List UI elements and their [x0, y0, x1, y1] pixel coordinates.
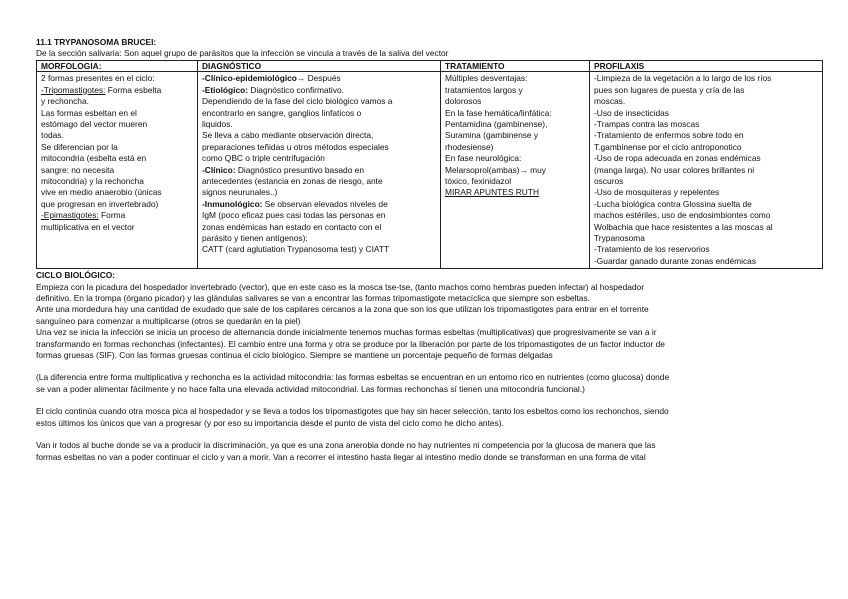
text-line: se van a poder alimentar fácilmente y no hace falta una elevada actividad mitocondrial. Las formas rechonchas sí tienen una mitocondria funcional.): [36, 383, 585, 394]
text-line: Múltiples desventajas:: [445, 73, 528, 84]
text-line: Dependiendo de la fase del ciclo biológico vamos a: [202, 96, 393, 107]
text-line: Van ir todos al buche donde se va a producir la discriminación, ya que es una zona anerobia donde no hay nutrientes ni competencia por la glucosa de manera que las: [36, 440, 656, 451]
text-line: Wolbachia que hace resistentes a las moscas al: [594, 221, 773, 232]
text-span: Diagnóstico presuntivo basado en: [235, 164, 364, 175]
spacer: [36, 361, 822, 372]
text-line: parásito y tienen antígenos):: [202, 233, 308, 243]
paragraph: [36, 406, 822, 429]
section-title: 11.1 TRYPANOSOMA BRUCEI:: [36, 37, 157, 47]
text-line: -Lucha biológica contra Glossina suelta de: [594, 198, 752, 209]
text-line: [202, 85, 436, 96]
note-mirar-apuntes: MIRAR APUNTES RUTH: [445, 187, 539, 198]
text-line: [202, 199, 436, 210]
cell-morfologia: [37, 72, 198, 269]
cell-tratamiento: [441, 72, 590, 269]
text-line: preparaciones teñidas u otros métodos especiales: [202, 141, 389, 152]
text-line: rhodesiense): [445, 141, 494, 152]
text-line: -Trampas contra las moscas: [594, 118, 700, 129]
text-line: formas esbeltas no van a poder continuar el ciclo y van a morir. Van a recorrer el intestino hasta llegar al intestino medio donde se transforman en una forma de vital: [36, 451, 646, 462]
text-line: Una vez se inicia la infección se inicia un proceso de alternancia donde inicialmente tenemos muchas formas esbeltas (multiplicativas) que progresivamente se van a ir: [36, 327, 657, 338]
text-line: transformando en formas rechonchas (infectantes). El cambio entre una forma y otra se produce por la liberación por parte de los tripomastigotes de un factor inductor de: [36, 338, 665, 349]
table-header-row: [37, 60, 823, 72]
text-line: multiplicativa en el vector: [41, 221, 135, 232]
header-morfologia: MORFOLOGIA:: [37, 60, 198, 72]
text-span: Forma esbelta: [105, 84, 162, 95]
text-line: Pentamidina (gambinense),: [445, 118, 548, 129]
text-line: Las formas esbeltan en el: [41, 107, 137, 118]
text-line: tóxico, fexinidazol: [445, 175, 512, 186]
text-line: definitivo. En la trompa (órgano picador) y las glándulas salivares se van a encontrar las formas tripomastigote metacíclica que siempre son esbeltas.: [36, 293, 590, 304]
header-tratamiento: TRATAMIENTO: [441, 60, 590, 72]
table-row: [37, 72, 823, 269]
text-line: antecedentes (estancia en zonas de riesgo, ante: [202, 175, 383, 186]
text-line: Ante una mordedura hay una cantidad de exudado que sale de los capilares cercanos a la zona que son los que utilizan los tripomastigotes para entrar en el torrente: [36, 304, 649, 315]
spacer: [36, 429, 822, 440]
text-line: -Uso de mosquiteras y repelentes: [594, 187, 720, 198]
text-line: tratamientos largos y: [445, 84, 523, 95]
text-line: moscas.: [594, 96, 626, 107]
term-epimastigotes: -Epimastigotes:: [41, 210, 99, 221]
text-line: (manga larga). No usar colores brillantes ni: [594, 164, 755, 175]
text-line: zonas endémicas han estado en contacto con el: [202, 221, 382, 232]
text-line: liquidos.: [202, 118, 233, 129]
intro-text: De la sección salivaria: Son aquel grupo de parásitos que la infección se vincula a través de la saliva del vector: [36, 48, 449, 59]
text-span: Diagnóstico confirmativo.: [248, 84, 344, 95]
text-line: oscuros: [594, 175, 624, 186]
text-line: IgM (poco eficaz pues casi todas las personas en: [202, 210, 386, 221]
text-line: Suramina (gambinense y: [445, 130, 539, 141]
text-line: machos estériles, uso de endosimbiontes como: [594, 210, 771, 221]
text-line: El ciclo continúa cuando otra mosca pica al hospedador y se lleva a todos los tripomastigotes que hay sin hacer selección, tanto los esbeltos como los rechonchos, siendo: [36, 406, 669, 417]
text-line: -Tratamiento de los reservorios: [594, 244, 710, 255]
paragraph: [36, 440, 822, 463]
paragraph: [36, 282, 822, 362]
text-line: (La diferencia entre forma multiplicativa y rechoncha es la actividad mitocondria: las formas esbeltas se encuentran en un entorno rico en nutrientes (como glucosa) donde: [36, 372, 670, 383]
text-line: -Limpieza de la vegetación a lo largo de los ríos: [594, 73, 772, 84]
text-line: dolorosos: [445, 96, 482, 107]
term-clinico-epidemiologico: -Clínico-epidemiológico→: [202, 73, 306, 84]
text-line: Melarsoprol(ambas)→ muy: [445, 164, 546, 175]
text-line: 2 formas presentes en el ciclo:: [41, 73, 155, 84]
paragraph: [36, 372, 822, 395]
text-line: y rechoncha.: [41, 96, 89, 107]
text-line: todas.: [41, 130, 64, 141]
text-line: como QBC o triple centrifugación: [202, 153, 325, 164]
text-line: Trypanosoma: [594, 233, 645, 243]
text-line: [202, 73, 436, 84]
text-line: sangre: no necesita: [41, 164, 115, 175]
text-line: signos neurunales..): [202, 187, 278, 198]
text-line: mitocondria (esbelta está en: [41, 153, 147, 164]
text-line: CATT (card aglutiation Trypanosoma test) y CIATT: [202, 244, 390, 255]
document-content: [36, 37, 822, 463]
term-clinico: -Clínico:: [202, 164, 236, 175]
text-line: Empieza con la picadura del hospedador invertebrado (vector), que en este caso es la mosca tse-tse, (tanto machos como hembras pueden infectar) al hospedador: [36, 281, 644, 292]
summary-table: [36, 60, 823, 269]
cell-profilaxis: [590, 72, 823, 269]
text-line: -Tratamiento de enfermos sobre todo en: [594, 130, 744, 141]
text-line: [41, 85, 193, 96]
header-profilaxis: PROFILAXIS: [590, 60, 823, 72]
term-etiologico: -Etiológico:: [202, 84, 249, 95]
text-line: [41, 210, 193, 221]
text-line: formas gruesas (SIF). Con las formas gruesas continua el ciclo biológico. Siempre se mantiene un porcentaje pequeño de formas delgadas: [36, 350, 553, 361]
text-line: mitocondria) y la rechoncha: [41, 175, 144, 186]
text-line: pues son lugares de puesta y cría de las: [594, 84, 745, 95]
text-line: estómago del vector mueren: [41, 118, 148, 129]
text-line: -Guardar ganado durante zonas endémicas: [594, 255, 757, 266]
text-span: Forma: [98, 210, 126, 221]
text-line: Se lleva a cabo mediante observación directa,: [202, 130, 374, 141]
text-span: Se observan elevados niveles de: [262, 198, 388, 209]
ciclo-title: CICLO BIOLÓGICO:: [36, 270, 116, 281]
text-line: vive en medio anaerobio (únicas: [41, 187, 162, 198]
term-tripomastigotes: -Tripomastigotes:: [41, 84, 106, 95]
text-line: En fase neurológica:: [445, 153, 522, 164]
text-line: [202, 165, 436, 176]
cell-diagnostico: [198, 72, 441, 269]
text-line: encontrarlo en sangre, ganglios linfaticos o: [202, 107, 362, 118]
header-diagnostico: DIAGNÓSTICO: [198, 60, 441, 72]
text-line: -Uso de insecticidas: [594, 107, 669, 118]
text-line: sanguíneo para comenzar a multiplicarse (otros se quedarán en la piel): [36, 315, 301, 326]
spacer: [36, 395, 822, 406]
text-span: Después: [305, 73, 341, 84]
text-line: T.gambinense por el ciclo antroponotico: [594, 141, 742, 152]
text-line: estos últimos los únicos que van a progresar (y por eso su importancia desde el punto de vista del ciclo como he dicho antes).: [36, 417, 504, 428]
term-inmunologico: -Inmunológico:: [202, 198, 263, 209]
text-line: Se diferencian por la: [41, 141, 118, 152]
text-line: En la fase hemática/linfática:: [445, 107, 552, 118]
text-line: que progresan en invertebrado): [41, 198, 159, 209]
text-line: -Uso de ropa adecuada en zonas endémicas: [594, 153, 761, 164]
